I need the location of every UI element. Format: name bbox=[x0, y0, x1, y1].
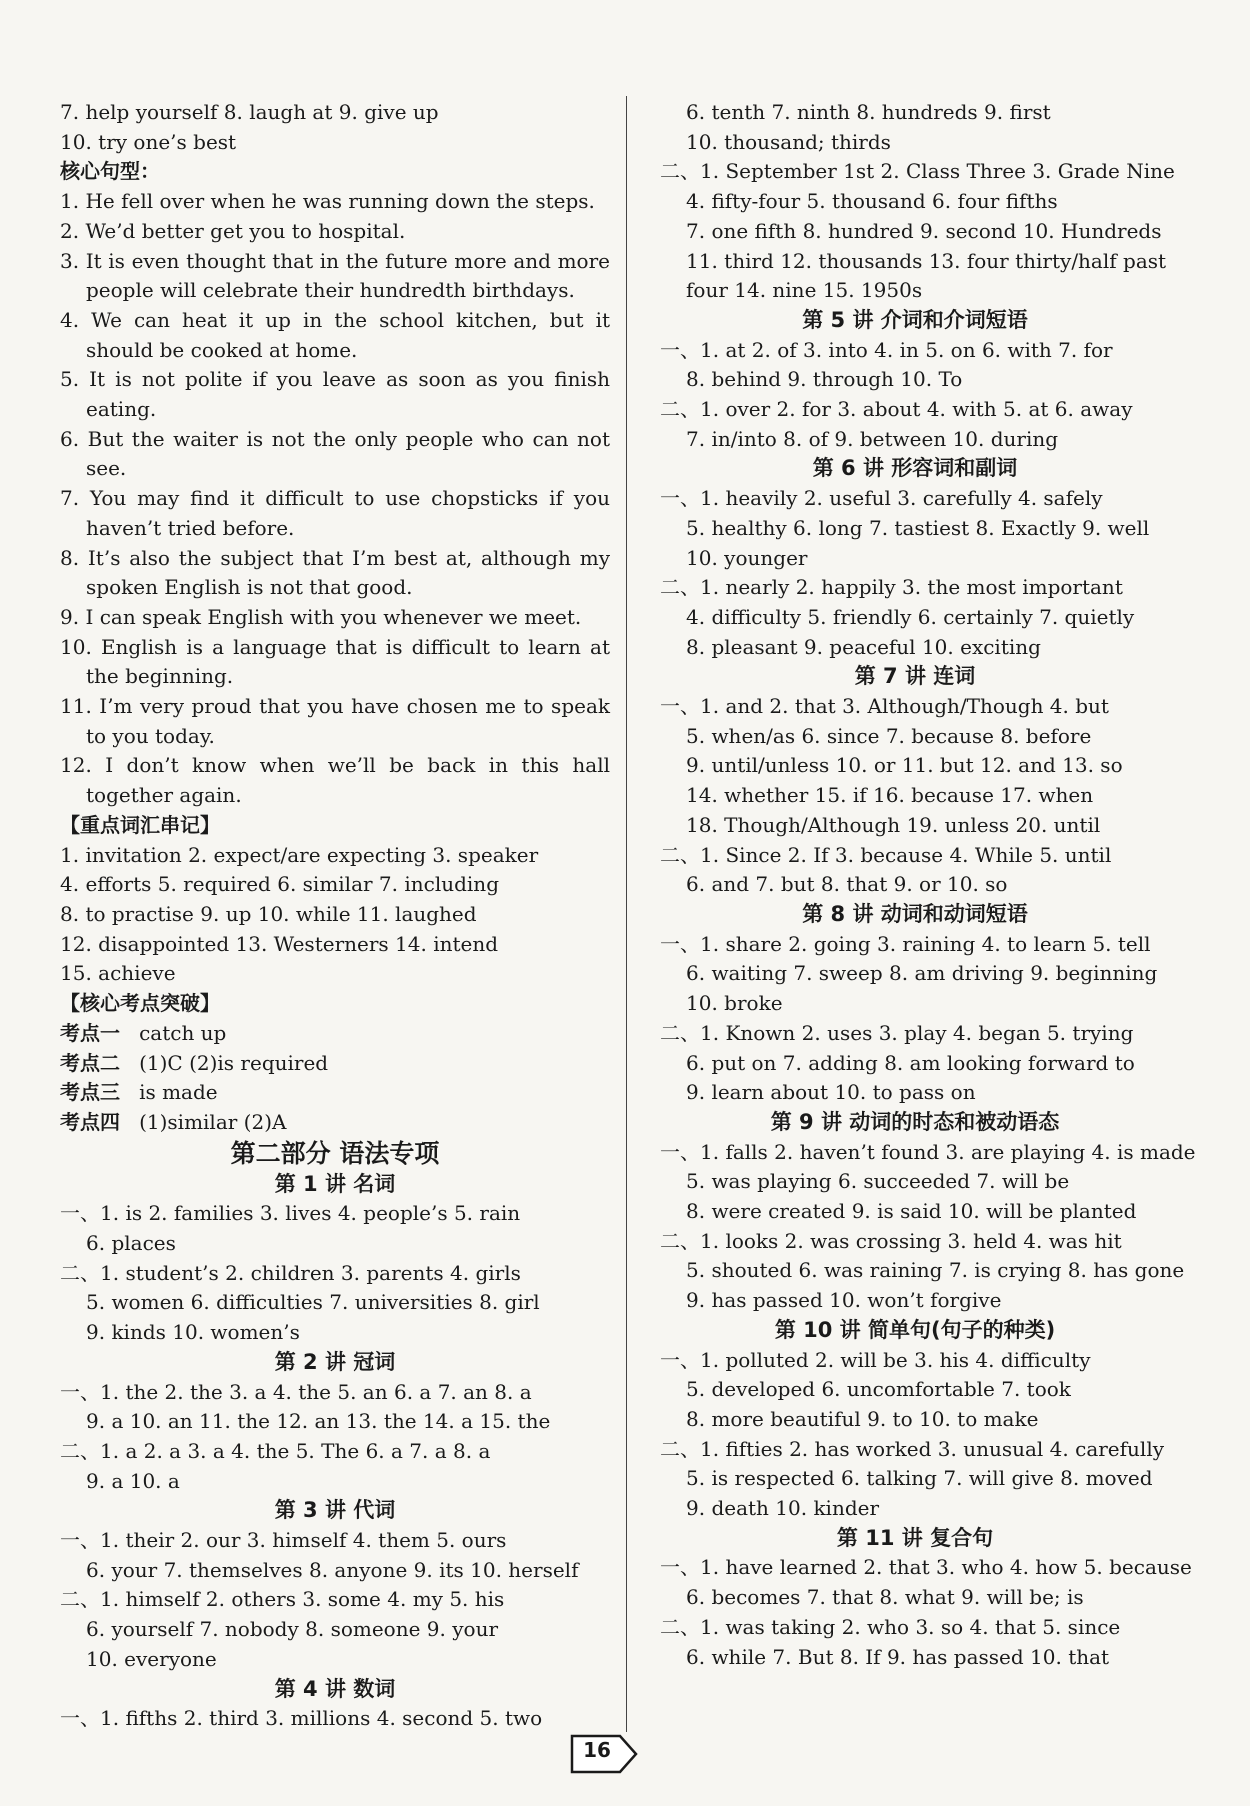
answer-line: 7. one fifth 8. hundred 9. second 10. Hundreds bbox=[686, 218, 1162, 243]
answer-line: 二、1. over 2. for 3. about 4. with 5. at 6. away bbox=[660, 397, 1133, 422]
sentence-item: 8. It’s also the subject that I’m best at, although my spoken English is not that good. bbox=[60, 545, 610, 600]
lecture-title: 第 1 讲 名词 bbox=[274, 1171, 396, 1196]
lecture-title: 第 11 讲 复合句 bbox=[836, 1525, 994, 1550]
answer-line: 一、1. heavily 2. useful 3. carefully 4. safely bbox=[660, 486, 1103, 511]
sentence-item: 1. He fell over when he was running down the steps. bbox=[60, 189, 595, 214]
sentence-item: 6. But the waiter is not the only people who can not see. bbox=[60, 426, 610, 481]
answer-line: 6. becomes 7. that 8. what 9. will be; is bbox=[686, 1585, 1084, 1610]
answer-line: 一、1. is 2. families 3. lives 4. people’s 5. rain bbox=[60, 1201, 521, 1226]
answer-line: 9. until/unless 10. or 11. but 12. and 13. so bbox=[686, 753, 1123, 778]
answer-line: 5. when/as 6. since 7. because 8. before bbox=[686, 723, 1092, 748]
page-number: 16 bbox=[583, 1738, 611, 1762]
answer-line: 1. invitation 2. expect/are expecting 3. speaker bbox=[60, 842, 539, 867]
answer-line: 一、1. and 2. that 3. Although/Though 4. but bbox=[660, 694, 1109, 719]
answer-line: 7. in/into 8. of 9. between 10. during bbox=[686, 426, 1059, 451]
answer-line: 二、1. looks 2. was crossing 3. held 4. was hit bbox=[660, 1228, 1122, 1253]
answer-line: 4. difficulty 5. friendly 6. certainly 7. quietly bbox=[686, 604, 1135, 629]
sentence-item: 9. I can speak English with you whenever we meet. bbox=[60, 604, 582, 629]
part-title: 第二部分 语法专项 bbox=[230, 1138, 440, 1168]
answer-line: 7. help yourself 8. laugh at 9. give up bbox=[60, 100, 439, 124]
core-point-label: 考点三 bbox=[60, 1080, 120, 1105]
answer-line: 6. and 7. but 8. that 9. or 10. so bbox=[686, 872, 1008, 897]
answer-line: 10. younger bbox=[686, 545, 808, 570]
sentence-item: 7. You may find it difficult to use chopsticks if you haven’t tried before. bbox=[60, 486, 610, 540]
core-point-answer: (1)C (2)is required bbox=[139, 1050, 329, 1075]
answer-line: 一、1. the 2. the 3. a 4. the 5. an 6. a 7. an 8. a bbox=[60, 1379, 532, 1404]
core-point-row bbox=[60, 1019, 610, 1049]
answer-line: 二、1. Known 2. uses 3. play 4. began 5. trying bbox=[660, 1020, 1134, 1045]
lecture-title: 第 10 讲 简单句(句子的种类) bbox=[774, 1317, 1056, 1342]
answer-line: 二、1. was taking 2. who 3. so 4. that 5. since bbox=[660, 1614, 1121, 1639]
lecture-title: 第 2 讲 冠词 bbox=[274, 1349, 396, 1374]
answer-line: four 14. nine 15. 1950s bbox=[686, 278, 923, 303]
answer-line: 5. women 6. difficulties 7. universities 8. girl bbox=[86, 1290, 540, 1315]
answer-line: 8. were created 9. is said 10. will be planted bbox=[686, 1199, 1137, 1224]
answer-line: 5. healthy 6. long 7. tastiest 8. Exactly 9. well bbox=[686, 515, 1150, 540]
answer-line: 18. Though/Although 19. unless 20. until bbox=[686, 812, 1101, 837]
answer-line: 二、1. student’s 2. children 3. parents 4. girls bbox=[60, 1260, 521, 1285]
answer-line: 二、1. himself 2. others 3. some 4. my 5. his bbox=[60, 1587, 505, 1612]
core-point-row bbox=[60, 1078, 610, 1108]
answer-line: 15. achieve bbox=[60, 961, 176, 986]
answer-line: 9. learn about 10. to pass on bbox=[686, 1080, 976, 1105]
answer-line: 9. death 10. kinder bbox=[686, 1496, 880, 1521]
core-point-row bbox=[60, 1108, 610, 1138]
answer-line: 一、1. share 2. going 3. raining 4. to learn 5. tell bbox=[660, 931, 1151, 956]
core-point-row bbox=[60, 1049, 610, 1079]
answer-line: 10. thousand; thirds bbox=[686, 129, 891, 154]
answer-line: 5. is respected 6. talking 7. will give 8. moved bbox=[686, 1466, 1153, 1491]
answer-line: 6. waiting 7. sweep 8. am driving 9. beginning bbox=[686, 961, 1158, 986]
lecture-title: 第 9 讲 动词的时态和被动语态 bbox=[770, 1109, 1060, 1134]
answer-line: 9. has passed 10. won’t forgive bbox=[686, 1288, 1002, 1313]
core-point-label: 考点四 bbox=[60, 1109, 120, 1134]
answer-line: 6. while 7. But 8. If 9. has passed 10. that bbox=[686, 1644, 1110, 1669]
section-heading-core-points: 【核心考点突破】 bbox=[60, 991, 220, 1016]
answer-line: 一、1. fifths 2. third 3. millions 4. second 5. two bbox=[60, 1706, 543, 1731]
lecture-title: 第 5 讲 介词和介词短语 bbox=[802, 307, 1028, 332]
answer-line: 二、1. Since 2. If 3. because 4. While 5. until bbox=[660, 842, 1112, 867]
right-column bbox=[660, 98, 1196, 1672]
answer-line: 一、1. falls 2. haven’t found 3. are playing 4. is made bbox=[660, 1139, 1196, 1164]
answer-line: 一、1. polluted 2. will be 3. his 4. difficulty bbox=[660, 1347, 1091, 1372]
answer-line: 12. disappointed 13. Westerners 14. intend bbox=[60, 931, 499, 956]
lecture-title: 第 6 讲 形容词和副词 bbox=[812, 456, 1018, 481]
sentence-item: 5. It is not polite if you leave as soon as you finish eating. bbox=[60, 367, 610, 422]
answer-line: 10. try one’s best bbox=[60, 129, 237, 154]
answer-line: 一、1. have learned 2. that 3. who 4. how 5. because bbox=[660, 1555, 1192, 1580]
answer-line: 5. was playing 6. succeeded 7. will be bbox=[686, 1169, 1070, 1194]
answer-line: 6. your 7. themselves 8. anyone 9. its 10. herself bbox=[86, 1557, 579, 1582]
core-point-label: 考点一 bbox=[60, 1020, 120, 1045]
sentence-item: 4. We can heat it up in the school kitchen, but it should be cooked at home. bbox=[60, 307, 610, 362]
answer-line: 二、1. September 1st 2. Class Three 3. Grade Nine bbox=[660, 159, 1175, 184]
answer-line: 二、1. fifties 2. has worked 3. unusual 4. carefully bbox=[660, 1436, 1165, 1461]
core-point-label: 考点二 bbox=[60, 1050, 120, 1075]
answer-line: 5. shouted 6. was raining 7. is crying 8. has gone bbox=[686, 1258, 1185, 1283]
answer-line: 6. tenth 7. ninth 8. hundreds 9. first bbox=[686, 100, 1051, 124]
section-heading-vocab: 【重点词汇串记】 bbox=[60, 812, 220, 837]
answer-line: 10. broke bbox=[686, 991, 783, 1016]
answer-line: 4. efforts 5. required 6. similar 7. including bbox=[60, 872, 499, 897]
answer-line: 二、1. a 2. a 3. a 4. the 5. The 6. a 7. a 8. a bbox=[60, 1438, 491, 1463]
lecture-title: 第 3 讲 代词 bbox=[274, 1498, 396, 1523]
answer-line: 9. kinds 10. women’s bbox=[86, 1320, 300, 1345]
answer-line: 14. whether 15. if 16. because 17. when bbox=[686, 783, 1094, 808]
sentence-item: 11. I’m very proud that you have chosen me to speak to you today. bbox=[60, 694, 610, 748]
answer-line: 9. a 10. an 11. the 12. an 13. the 14. a 15. the bbox=[86, 1409, 551, 1434]
answer-line: 二、1. nearly 2. happily 3. the most important bbox=[660, 575, 1123, 600]
answer-line: 一、1. their 2. our 3. himself 4. them 5. ours bbox=[60, 1528, 507, 1553]
core-point-answer: catch up bbox=[139, 1020, 227, 1045]
sentence-item: 12. I don’t know when we’ll be back in this hall together again. bbox=[60, 753, 610, 808]
answer-line: 6. put on 7. adding 8. am looking forward to bbox=[686, 1050, 1135, 1075]
sentence-item: 3. It is even thought that in the future more and more people will celebrate their hundredth birthdays. bbox=[60, 248, 610, 303]
lecture-title: 第 4 讲 数词 bbox=[274, 1676, 396, 1701]
lecture-title: 第 7 讲 连词 bbox=[854, 664, 976, 689]
answer-line: 6. yourself 7. nobody 8. someone 9. your bbox=[86, 1617, 499, 1642]
section-heading-sentences: 核心句型： bbox=[60, 159, 160, 184]
answer-line: 一、1. at 2. of 3. into 4. in 5. on 6. with 7. for bbox=[660, 337, 1113, 362]
sentence-item: 2. We’d better get you to hospital. bbox=[60, 218, 406, 243]
answer-line: 8. pleasant 9. peaceful 10. exciting bbox=[686, 634, 1041, 659]
left-column bbox=[60, 98, 610, 1734]
answer-line: 8. behind 9. through 10. To bbox=[686, 367, 963, 392]
answer-line: 8. to practise 9. up 10. while 11. laughed bbox=[60, 901, 477, 926]
answer-line: 5. developed 6. uncomfortable 7. took bbox=[686, 1377, 1071, 1402]
sentence-item: 10. English is a language that is difficult to learn at the beginning. bbox=[60, 634, 610, 689]
answer-line: 9. a 10. a bbox=[86, 1468, 180, 1493]
core-point-answer: is made bbox=[139, 1080, 218, 1105]
lecture-title: 第 8 讲 动词和动词短语 bbox=[802, 901, 1028, 926]
answer-line: 11. third 12. thousands 13. four thirty/half past bbox=[686, 248, 1167, 273]
column-divider bbox=[626, 96, 627, 1732]
answer-line: 6. places bbox=[86, 1231, 176, 1256]
core-point-answer: (1)similar (2)A bbox=[139, 1109, 287, 1134]
answer-line: 4. fifty-four 5. thousand 6. four fifths bbox=[686, 189, 1058, 214]
answer-line: 8. more beautiful 9. to 10. to make bbox=[686, 1406, 1039, 1431]
answer-line: 10. everyone bbox=[86, 1646, 217, 1671]
